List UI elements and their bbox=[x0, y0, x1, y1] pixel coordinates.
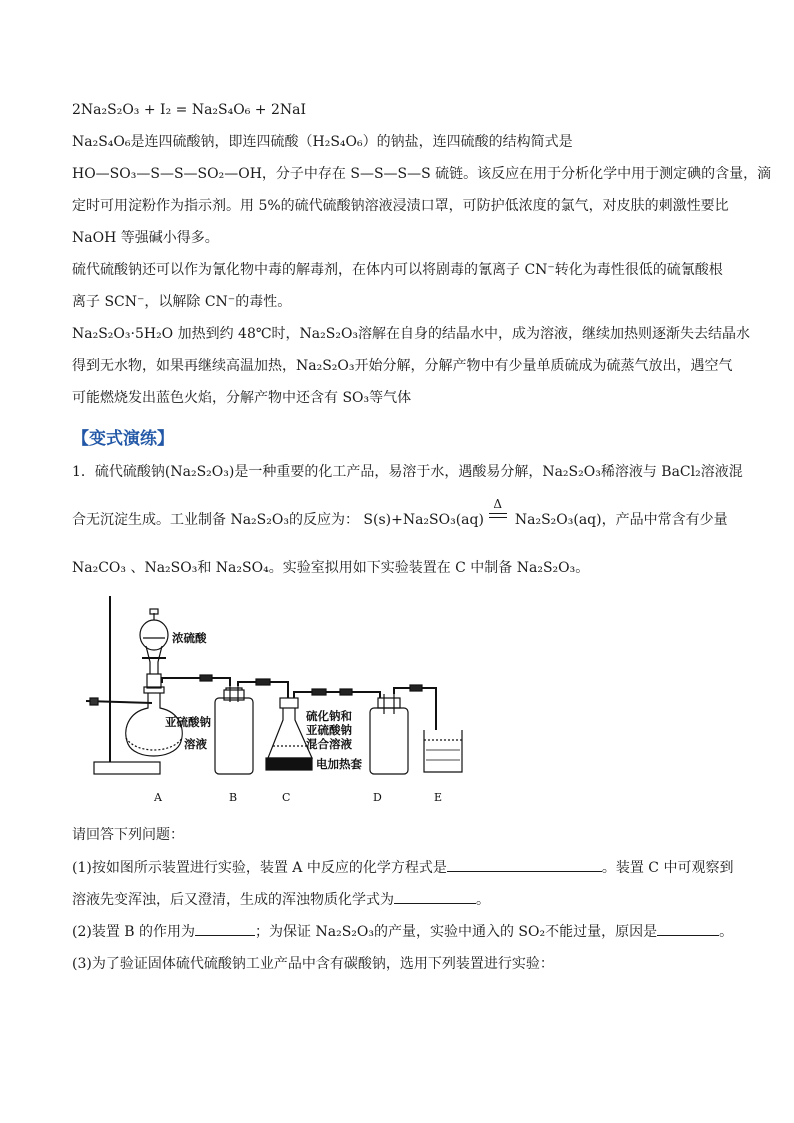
tube-b-c-joint bbox=[256, 679, 270, 685]
clamp-knob bbox=[90, 698, 98, 705]
label-mixture-line-1: 硫化钠和 bbox=[306, 709, 352, 723]
label-sodium-sulfite: 亚硫酸钠 bbox=[165, 715, 211, 729]
unit-label-b: B bbox=[229, 791, 238, 804]
sub-question-1-text-c: 溶液先变浑浊，后又澄清，生成的浑浊物质化学式为 bbox=[72, 892, 394, 908]
bottle-b bbox=[215, 686, 253, 774]
sub-question-1-line-1 bbox=[72, 858, 733, 878]
unit-label-e: E bbox=[434, 791, 443, 804]
beaker-e bbox=[424, 730, 462, 772]
question-1-line-2 bbox=[72, 497, 728, 530]
intro-paragraph-4-line-2: 得到无水物，如果再继续高温加热，Na₂S₂O₃开始分解，分解产物中有少量单质硫成为硫蒸气放出，遇空气 bbox=[72, 358, 733, 374]
apparatus-diagram bbox=[80, 590, 480, 810]
sub-question-2 bbox=[72, 922, 733, 942]
tube-a-b-joint bbox=[200, 675, 212, 681]
question-1-line-3: Na₂CO₃ 、Na₂SO₃和 Na₂SO₄。实验室拟用如下实验装置在 C 中制备 Na₂S₂O₃。 bbox=[72, 560, 590, 576]
label-conc-sulfuric-acid: 浓硫酸 bbox=[172, 631, 207, 645]
label-solution: 溶液 bbox=[184, 737, 207, 751]
reaction-equation: 2Na₂S₂O₃ + I₂ = Na₂S₄O₆ + 2NaI bbox=[72, 102, 306, 118]
separatory-funnel bbox=[140, 609, 168, 674]
answer-blank-precipitate[interactable] bbox=[394, 903, 476, 904]
tube-c-d-joint-2 bbox=[340, 689, 352, 695]
heating-mantle bbox=[266, 758, 312, 770]
equals-bottom-bar bbox=[489, 517, 507, 518]
tube-d-e-joint bbox=[410, 685, 422, 691]
sub-question-1-text-a: (1)按如图所示装置进行实验，装置 A 中反应的化学方程式是 bbox=[72, 860, 447, 876]
sub-question-1-text-d: 。 bbox=[476, 892, 490, 908]
equals-top-bar bbox=[489, 513, 507, 514]
answer-blank-reason[interactable] bbox=[657, 935, 719, 936]
sub-question-2-text-b: ；为保证 Na₂S₂O₃的产量，实验中通入的 SO₂不能过量，原因是 bbox=[255, 924, 658, 940]
intro-paragraph-1: Na₂S₄O₆是连四硫酸钠，即连四硫酸（H₂S₄O₆）的钠盐，连四硫酸的结构简式是 bbox=[72, 134, 573, 150]
sub-question-1-line-2 bbox=[72, 890, 490, 910]
section-heading: 【变式演练】 bbox=[72, 429, 174, 449]
sub-question-1-text-b: 。装置 C 中可观察到 bbox=[601, 860, 734, 876]
label-heating-mantle: 电加热套 bbox=[316, 757, 362, 771]
sub-question-2-text-a: (2)装置 B 的作用为 bbox=[72, 924, 196, 940]
answer-blank-bottle-b-role[interactable] bbox=[195, 935, 255, 936]
unit-label-a: A bbox=[154, 791, 162, 804]
tube-d-e bbox=[394, 688, 436, 730]
heating-delta: Δ bbox=[493, 497, 503, 511]
label-mixture-line-2: 亚硫酸钠 bbox=[306, 723, 352, 737]
intro-paragraph-3-line-1: 硫代硫酸钠还可以作为氰化物中毒的解毒剂，在体内可以将剧毒的氰离子 CN⁻转化为毒性很低的硫氰酸根 bbox=[72, 262, 723, 278]
sub-question-3: (3)为了验证固体硫代硫酸钠工业产品中含有碳酸钠，选用下列装置进行实验： bbox=[72, 956, 554, 972]
bottle-d bbox=[370, 694, 408, 774]
stand-base bbox=[94, 762, 160, 774]
answer-blank-equation[interactable] bbox=[447, 871, 602, 872]
reaction-lhs: 合无沉淀生成。工业制备 Na₂S₂O₃的反应为： S(s)+Na₂SO₃(aq) bbox=[72, 512, 484, 528]
flask-a-stopper bbox=[147, 674, 161, 688]
intro-paragraph-4-line-1: Na₂S₂O₃·5H₂O 加热到约 48℃时，Na₂S₂O₃溶解在自身的结晶水中，成为溶液，继续加热则逐渐失去结晶水 bbox=[72, 326, 751, 342]
reaction-rhs: Na₂S₂O₃(aq)，产品中常含有少量 bbox=[514, 512, 728, 528]
tube-c-d-joint bbox=[312, 689, 326, 695]
intro-paragraph-2-line-2: 定时可用淀粉作为指示剂。用 5%的硫代硫酸钠溶液浸渍口罩，可防护低浓度的氯气，对皮肤的刺激性要比 bbox=[72, 198, 729, 214]
label-mixture-line-3: 混合溶液 bbox=[306, 737, 352, 751]
intro-paragraph-4-line-3: 可能燃烧发出蓝色火焰，分解产物中还含有 SO₃等气体 bbox=[72, 390, 412, 406]
question-1-line-1: 1．硫代硫酸钠(Na₂S₂O₃)是一种重要的化工产品，易溶于水，遇酸易分解，Na₂S₂O₃稀溶液与 BaCl₂溶液混 bbox=[72, 464, 743, 480]
sub-question-2-text-c: 。 bbox=[719, 924, 734, 940]
intro-paragraph-2-line-1: HO—SO₃—S—S—SO₂—OH，分子中存在 S—S—S—S 硫链。该反应在用于分析化学中用于测定碘的含量，滴 bbox=[72, 166, 772, 182]
answer-prompt: 请回答下列问题： bbox=[72, 827, 184, 843]
unit-label-d: D bbox=[373, 791, 382, 804]
tube-a-b bbox=[162, 678, 230, 686]
intro-paragraph-3-line-2: 离子 SCN⁻，以解除 CN⁻的毒性。 bbox=[72, 294, 292, 310]
heating-condition-arrow bbox=[488, 497, 510, 524]
unit-label-c: C bbox=[282, 791, 291, 804]
intro-paragraph-2-line-3: NaOH 等强碱小得多。 bbox=[72, 230, 219, 246]
tube-c-d bbox=[294, 692, 380, 698]
